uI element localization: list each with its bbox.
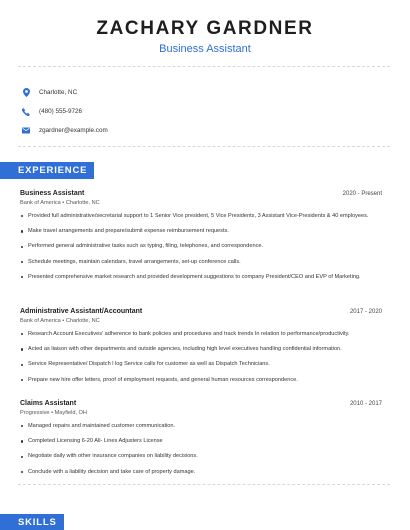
bullet-item: Prepare new hire offer letters, proof of employment requests, and general human resources correspondence.: [20, 376, 382, 385]
bullet-item: Completed Licensing 6-20 All- Lines Adjusters License: [20, 437, 382, 446]
job-meta: [20, 200, 382, 206]
bullet-item: Service Representative/ Dispatch l log Service calls for customer as well as Dispatch Technicians.: [20, 360, 382, 369]
meta-separator: •: [51, 410, 55, 416]
job-header: [20, 400, 382, 407]
header-divider: [18, 66, 390, 67]
bullet-item: Managed repairs and maintained customer communication.: [20, 422, 382, 431]
contact-divider: [18, 146, 390, 147]
contact-block: [22, 83, 108, 140]
job-entry: [20, 400, 382, 483]
map-pin-icon: [22, 89, 30, 97]
job-company: Progressive: [20, 410, 50, 416]
phone-text: (480) 555-9726: [39, 108, 83, 115]
job-header: [20, 190, 382, 197]
location-text: Charlotte, NC: [39, 89, 78, 96]
skills-heading: SKILLS: [0, 514, 64, 530]
job-entry: [20, 308, 382, 391]
bullet-item: Negotiate daily with other insurance companies on liability decisions.: [20, 452, 382, 461]
bullet-item: Acted as liaison with other departments and outside agencies, including high level executives handling confidential information.: [20, 345, 382, 354]
job-title: Claims Assistant: [20, 400, 77, 407]
bullet-item: Performed general administrative tasks such as typing, filing, telephones, and correspondence.: [20, 242, 382, 251]
contact-location: [22, 83, 108, 102]
bullet-item: Research Account Executives' adherence to bank policies and procedures and track trends In relation to performance/productivity.: [20, 330, 382, 339]
candidate-title: Business Assistant: [159, 43, 251, 55]
bullet-item: Provided full administrative/secretarial support to 1 Senior Vice president, 5 Vice Presidents, 3 Assistant Vice-Presidents & 40 employees.: [20, 212, 382, 221]
bullet-item: Make travel arrangements and prepare/submit expense reimbursement requests.: [20, 227, 382, 236]
job-bullets: [20, 212, 382, 281]
email-text: zgardner@example.com: [39, 127, 108, 134]
job-location: Charlotte, NC: [65, 318, 100, 324]
job-dates: 2010 - 2017: [349, 401, 382, 407]
job-location: Charlotte, NC: [65, 200, 100, 206]
experience-divider: [18, 484, 390, 485]
job-dates: 2017 - 2020: [349, 309, 382, 315]
candidate-name: ZACHARY GARDNER: [96, 18, 314, 39]
bullet-item: Presented comprehensive market research and provided development suggestions to company President/CEO and EVP of Marketing.: [20, 273, 382, 282]
job-meta: [20, 318, 382, 324]
resume-header: [0, 0, 410, 56]
job-header: [20, 308, 382, 315]
job-meta: [20, 410, 382, 416]
job-company: Bank of America: [20, 200, 61, 206]
bullet-item: Conclude with a liability decision and take care of property damage.: [20, 468, 382, 477]
phone-icon: [22, 108, 30, 116]
contact-phone: [22, 102, 108, 121]
experience-heading: EXPERIENCE: [0, 162, 94, 179]
job-title: Administrative Assistant/Accountant: [20, 308, 143, 315]
envelope-icon: [22, 127, 30, 135]
job-bullets: [20, 330, 382, 384]
meta-separator: •: [62, 200, 66, 206]
job-title: Business Assistant: [20, 190, 85, 197]
job-location: Mayfield, OH: [54, 410, 87, 416]
job-bullets: [20, 422, 382, 476]
meta-separator: •: [62, 318, 66, 324]
job-entry: [20, 190, 382, 288]
contact-email: [22, 121, 108, 140]
bullet-item: Schedule meetings, maintain calendars, travel arrangements, set-up conference calls.: [20, 258, 382, 267]
job-company: Bank of America: [20, 318, 61, 324]
job-dates: 2020 - Present: [342, 191, 382, 197]
